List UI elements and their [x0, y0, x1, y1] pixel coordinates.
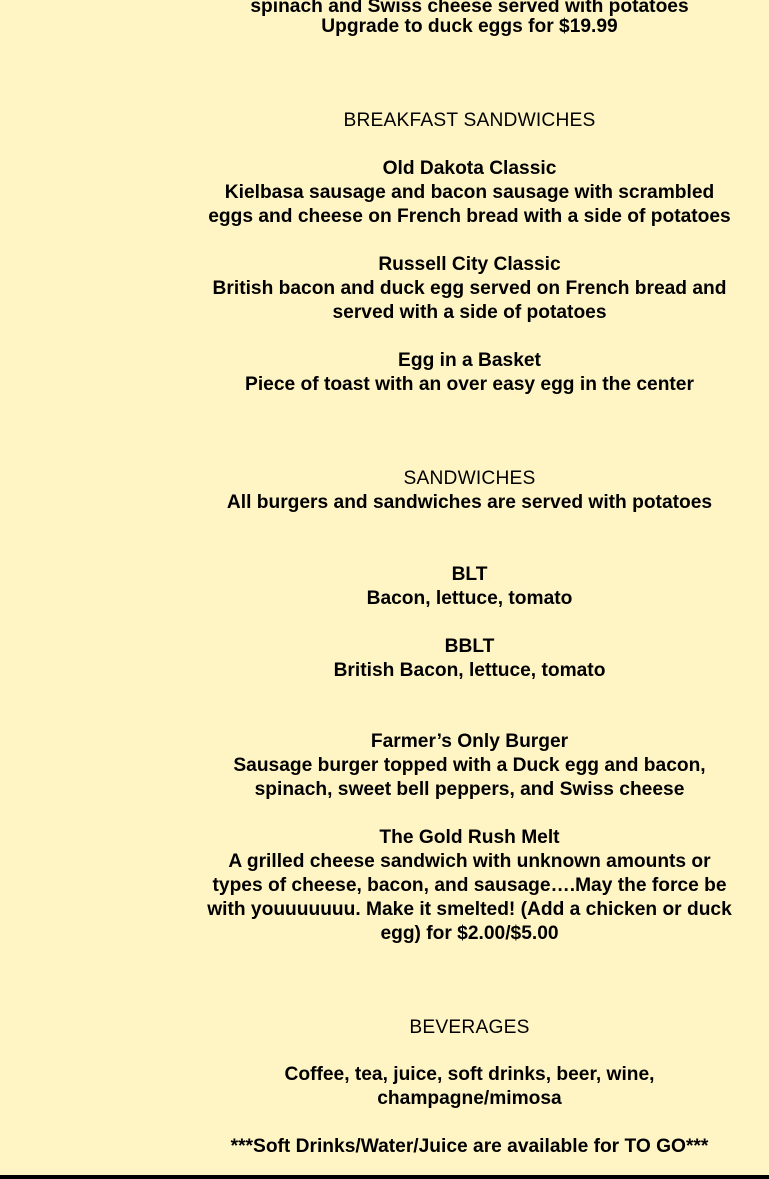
item-desc-line: British bacon and duck egg served on French bread and [212, 278, 727, 299]
item-name-blt: BLT [451, 564, 488, 585]
item-name-bblt: BBLT [444, 636, 495, 657]
item-desc-line: egg) for $2.00/$5.00 [380, 923, 559, 944]
beverages-heading: BEVERAGES [409, 1017, 530, 1038]
beverages-list-line: Coffee, tea, juice, soft drinks, beer, wine, [284, 1064, 655, 1085]
item-name-farmers-only-burger: Farmer’s Only Burger [370, 731, 569, 752]
duck-egg-upgrade-note: Upgrade to duck eggs for $19.99 [321, 16, 618, 37]
item-desc-line: A grilled cheese sandwich with unknown amounts or [228, 851, 711, 872]
item-desc-line: types of cheese, bacon, and sausage….May the force be [212, 875, 727, 896]
item-name-gold-rush-melt: The Gold Rush Melt [379, 827, 560, 848]
item-desc-line: Kielbasa sausage and bacon sausage with scrambled [224, 182, 715, 203]
bottom-divider [0, 1175, 769, 1179]
item-desc-line: Bacon, lettuce, tomato [366, 588, 573, 609]
to-go-note: ***Soft Drinks/Water/Juice are available for TO GO*** [230, 1136, 709, 1157]
item-desc-line: eggs and cheese on French bread with a side of potatoes [208, 206, 731, 227]
item-name-russell-city-classic: Russell City Classic [378, 254, 561, 275]
sandwiches-heading: SANDWICHES [403, 468, 536, 489]
item-name-old-dakota-classic: Old Dakota Classic [382, 158, 557, 179]
item-desc-line: Sausage burger topped with a Duck egg and bacon, [233, 755, 706, 776]
item-desc-line: served with a side of potatoes [332, 302, 607, 323]
item-desc-line: Piece of toast with an over easy egg in the center [245, 374, 694, 395]
prev-item-desc-line: spinach and Swiss cheese served with potatoes [250, 0, 689, 17]
beverages-list-line: champagne/mimosa [377, 1088, 562, 1109]
item-desc-line: British Bacon, lettuce, tomato [333, 660, 606, 681]
breakfast-sandwiches-heading: BREAKFAST SANDWICHES [343, 110, 596, 131]
item-desc-line: with youuuuuuu. Make it smelted! (Add a chicken or duck [207, 899, 732, 920]
sandwiches-note: All burgers and sandwiches are served with potatoes [226, 492, 713, 513]
item-desc-line: spinach, sweet bell peppers, and Swiss cheese [254, 779, 685, 800]
item-name-egg-in-a-basket: Egg in a Basket [398, 350, 541, 371]
